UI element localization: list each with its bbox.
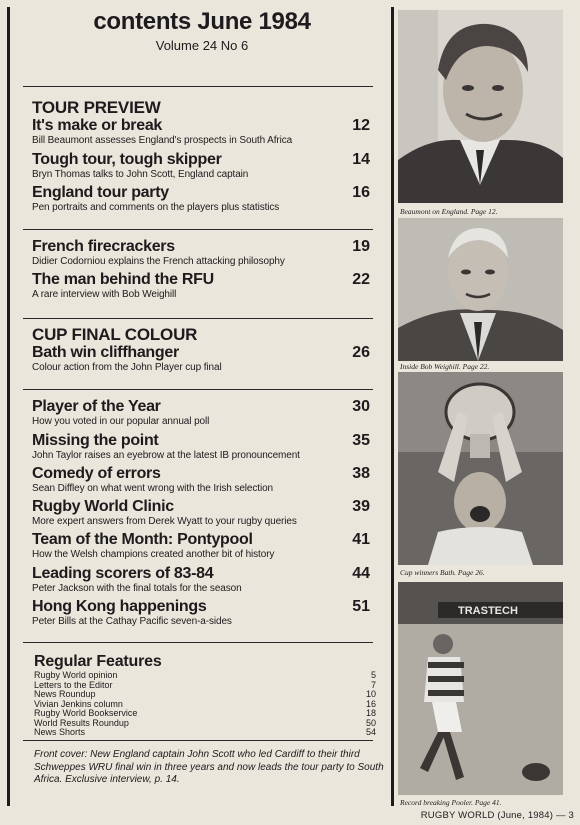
contents-entry[interactable]: [32, 117, 372, 147]
entry-description: A rare interview with Bob Weighill: [32, 289, 177, 300]
item-page: 10: [365, 689, 376, 699]
entry-page: 16: [352, 184, 370, 201]
photo-beaumont: [398, 10, 563, 203]
divider: [23, 318, 373, 319]
entry-description: Bryn Thomas talks to John Scott, England captain: [32, 169, 249, 180]
item-page: 7: [370, 679, 376, 690]
entry-title: Team of the Month: Pontypool: [32, 531, 253, 548]
entry-page: 14: [352, 151, 370, 168]
divider: [23, 86, 373, 87]
divider: [23, 229, 373, 230]
volume-number: Volume 24 No 6: [155, 38, 249, 53]
list-item[interactable]: [34, 719, 376, 729]
entry-description: How the Welsh champions created another bit of history: [32, 549, 275, 560]
item-label: Rugby World Bookservice: [34, 708, 138, 718]
divider: [23, 642, 373, 643]
pitch-banner-text: TRASTECH: [458, 605, 518, 617]
contents-entry[interactable]: [32, 398, 372, 428]
item-label: Letters to the Editor: [34, 679, 113, 690]
contents-entry[interactable]: [32, 531, 372, 561]
entry-page: 19: [352, 238, 370, 255]
item-label: World Results Roundup: [34, 717, 129, 728]
photo-pooler: [398, 582, 563, 795]
entry-title: England tour party: [32, 184, 169, 201]
item-label: Rugby World opinion: [34, 670, 118, 680]
entry-page: 38: [352, 465, 370, 482]
item-label: News Shorts: [34, 727, 86, 737]
entry-description: John Taylor raises an eyebrow at the latest IB pronouncement: [32, 450, 300, 461]
item-page: 54: [365, 727, 376, 737]
section-heading-cup-final: CUP FINAL COLOUR: [32, 325, 198, 344]
photo-caption: Record breaking Pooler. Page 41.: [400, 798, 502, 807]
item-page: 5: [370, 670, 376, 680]
entry-title: Leading scorers of 83-84: [32, 565, 214, 582]
entry-description: How you voted in our popular annual poll: [32, 416, 210, 427]
entry-page: 30: [352, 398, 370, 415]
entry-title: French firecrackers: [32, 238, 175, 255]
entry-description: Didier Codorniou explains the French attacking philosophy: [32, 256, 285, 267]
contents-entry[interactable]: [32, 498, 372, 528]
entry-description: Peter Bills at the Cathay Pacific seven-a-sides: [32, 616, 232, 627]
page-footer: RUGBY WORLD (June, 1984) — 3: [420, 810, 574, 821]
contents-entry[interactable]: [32, 271, 372, 301]
cover-note: Front cover: New England captain John Scott who led Cardiff to their third Schweppes WRU final win in three years and now leads the tour party to South Africa. Exclusive interview, p. 14.: [34, 749, 384, 785]
entry-title: Missing the point: [32, 432, 159, 449]
entry-title: Bath win cliffhanger: [32, 344, 179, 361]
section-heading-tour-preview: TOUR PREVIEW: [32, 98, 161, 117]
entry-description: More expert answers from Derek Wyatt to your rugby queries: [32, 516, 297, 527]
contents-entry[interactable]: [32, 598, 372, 628]
contents-entry[interactable]: [32, 565, 372, 595]
entry-title: Hong Kong happenings: [32, 598, 207, 615]
contents-entry[interactable]: [32, 432, 372, 462]
entry-page: 22: [352, 271, 370, 288]
page-title: contents June 1984: [93, 8, 311, 35]
photo-caption: Beaumont on England. Page 12.: [400, 207, 498, 216]
entry-page: 26: [352, 344, 370, 361]
item-page: 50: [365, 717, 376, 728]
entry-title: Player of the Year: [32, 398, 161, 415]
entry-title: Rugby World Clinic: [32, 498, 174, 515]
item-page: 16: [365, 698, 376, 709]
entry-description: Sean Diffley on what went wrong with the Irish selection: [32, 483, 274, 494]
entry-title: Tough tour, tough skipper: [32, 151, 222, 168]
contents-header: [10, 8, 394, 54]
contents-entry[interactable]: [32, 238, 372, 268]
divider: [23, 740, 373, 741]
photo-bath-cup-winners: [398, 372, 563, 565]
entry-description: Peter Jackson with the final totals for the season: [32, 583, 242, 594]
entry-description: Colour action from the John Player cup final: [32, 362, 222, 373]
entry-page: 12: [352, 117, 370, 134]
entry-page: 44: [352, 565, 370, 582]
item-label: News Roundup: [34, 689, 96, 699]
contents-entry[interactable]: [32, 184, 372, 214]
photo-weighill: [398, 218, 563, 361]
entry-title: It's make or break: [32, 117, 163, 134]
item-label: Vivian Jenkins column: [34, 698, 123, 709]
entry-page: 35: [352, 432, 370, 449]
photo-caption: Cup winners Bath. Page 26.: [400, 568, 485, 577]
contents-entry[interactable]: [32, 344, 372, 374]
entry-title: Comedy of errors: [32, 465, 161, 482]
section-heading-regular-features: Regular Features: [34, 653, 162, 670]
contents-entry[interactable]: [32, 151, 372, 181]
contents-entry[interactable]: [32, 465, 372, 495]
item-page: 18: [365, 708, 376, 718]
list-item[interactable]: [34, 728, 376, 738]
entry-page: 51: [352, 598, 370, 615]
entry-page: 39: [352, 498, 370, 515]
photo-caption: Inside Bob Weighill. Page 22.: [400, 362, 490, 371]
entry-description: Pen portraits and comments on the players plus statistics: [32, 202, 280, 213]
divider: [23, 389, 373, 390]
entry-title: The man behind the RFU: [32, 271, 214, 288]
entry-description: Bill Beaumont assesses England's prospects in South Africa: [32, 135, 293, 146]
entry-page: 41: [352, 531, 370, 548]
regular-features-list: [34, 671, 376, 738]
